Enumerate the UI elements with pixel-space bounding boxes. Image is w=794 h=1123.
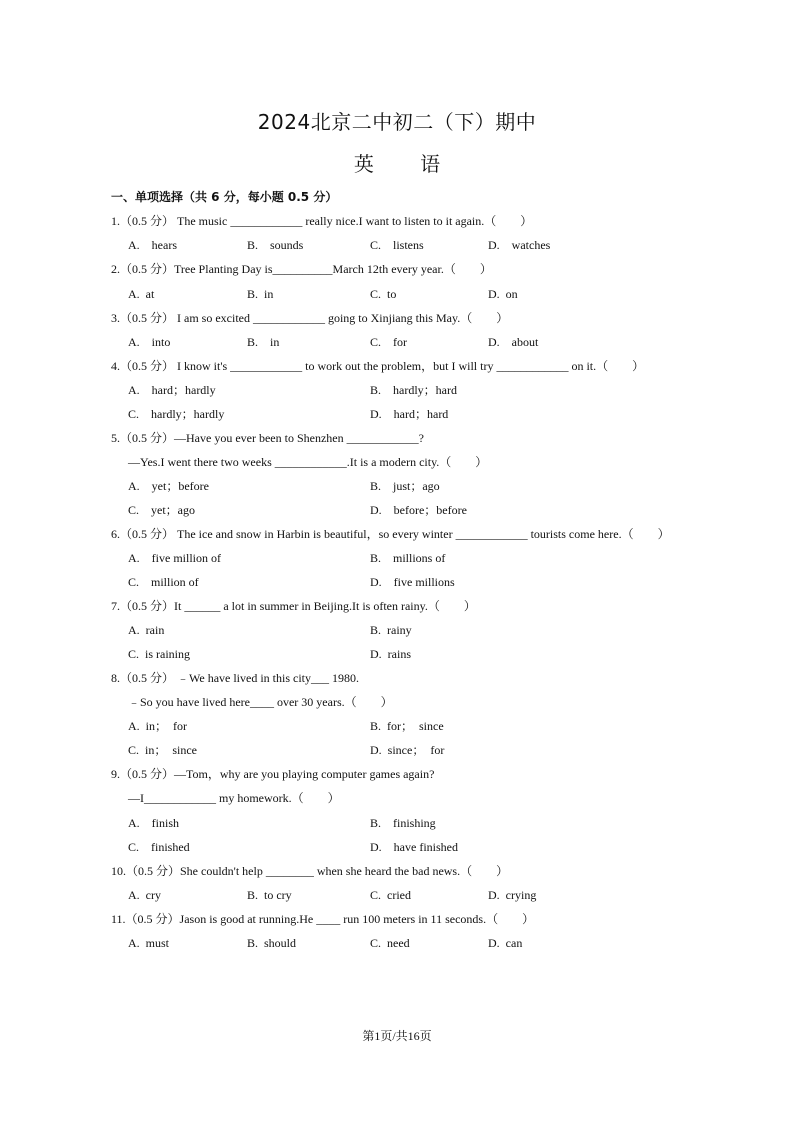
option: D. about [488, 335, 539, 349]
question-stem: 10.（0.5 分）She couldn't help ________ when she heard the bad news.（ ） [111, 864, 509, 878]
option: A. rain [128, 623, 165, 637]
option: A. must [128, 936, 170, 950]
option: B. millions of [370, 551, 446, 565]
question-stem: 11.（0.5 分）Jason is good at running.He ____ run 100 meters in 11 seconds.（ ） [111, 912, 535, 926]
option: A. at [128, 287, 155, 301]
question-stem: 8.（0.5 分） ﹣We have lived in this city___ 1980. [111, 671, 360, 685]
question-stem-line2: ﹣So you have lived here____ over 30 years.（ ） [128, 695, 393, 709]
option: C. listens [370, 238, 424, 252]
subject-heading: 英 语 [353, 152, 441, 176]
option: C. in； since [128, 743, 197, 757]
question-stem: 5.（0.5 分）—Have you ever been to Shenzhen ____________? [111, 431, 424, 445]
option: B. in [247, 335, 280, 349]
option: A. into [128, 335, 171, 349]
option: B. to cry [247, 888, 292, 902]
option: A. five million of [128, 551, 221, 565]
option: D. watches [488, 238, 551, 252]
option: B. in [247, 287, 274, 301]
option: D. have finished [370, 840, 458, 854]
option: C. for [370, 335, 407, 349]
option: A. hears [128, 238, 177, 252]
question-stem: 9.（0.5 分）—Tom，why are you playing computer games again? [111, 767, 435, 781]
option: A. cry [128, 888, 161, 902]
option: D. on [488, 287, 518, 301]
option: C. to [370, 287, 397, 301]
option: B. for； since [370, 719, 444, 733]
option: D. five millions [370, 575, 455, 589]
option: C. need [370, 936, 410, 950]
option: B. sounds [247, 238, 304, 252]
option: C. hardly；hardly [128, 407, 225, 421]
option: C. yet；ago [128, 503, 195, 517]
question-stem-line2: —I____________ my homework.（ ） [128, 791, 340, 805]
question-stem: 7.（0.5 分）It ______ a lot in summer in Beijing.It is often rainy.（ ） [111, 599, 476, 613]
option: B. hardly；hard [370, 383, 457, 397]
option: D. can [488, 936, 523, 950]
question-stem: 6.（0.5 分） The ice and snow in Harbin is beautiful，so every winter ____________ tourists come here.（ ） [111, 527, 670, 541]
option: B. just；ago [370, 479, 440, 493]
option: C. cried [370, 888, 411, 902]
option: D. hard；hard [370, 407, 449, 421]
option: B. should [247, 936, 297, 950]
option: A. finish [128, 816, 180, 830]
question-stem: 2.（0.5 分）Tree Planting Day is__________March 12th every year.（ ） [111, 262, 492, 276]
option: B. finishing [370, 816, 436, 830]
option: C. finished [128, 840, 190, 854]
page-title: 2024北京二中初二（下）期中 [257, 110, 537, 134]
option: C. is raining [128, 647, 190, 661]
option: D. before；before [370, 503, 467, 517]
option: A. in； for [128, 719, 187, 733]
option: D. since； for [370, 743, 445, 757]
option: C. million of [128, 575, 199, 589]
page-number: 第1页/共16页 [362, 1029, 432, 1043]
option: A. yet；before [128, 479, 209, 493]
question-stem-line2: —Yes.I went there two weeks ____________.It is a modern city.（ ） [128, 455, 488, 469]
option: B. rainy [370, 623, 412, 637]
question-stem: 1.（0.5 分） The music ____________ really nice.I want to listen to it again.（ ） [111, 214, 533, 228]
option: D. rains [370, 647, 411, 661]
question-stem: 4.（0.5 分） I know it's ____________ to work out the problem，but I will try ____________ on it.（ ） [111, 359, 645, 373]
option: A. hard；hardly [128, 383, 216, 397]
section-heading: 一、单项选择（共 6 分，每小题 0.5 分） [111, 190, 338, 204]
option: D. crying [488, 888, 537, 902]
question-stem: 3.（0.5 分） I am so excited ____________ going to Xinjiang this May.（ ） [111, 311, 509, 325]
